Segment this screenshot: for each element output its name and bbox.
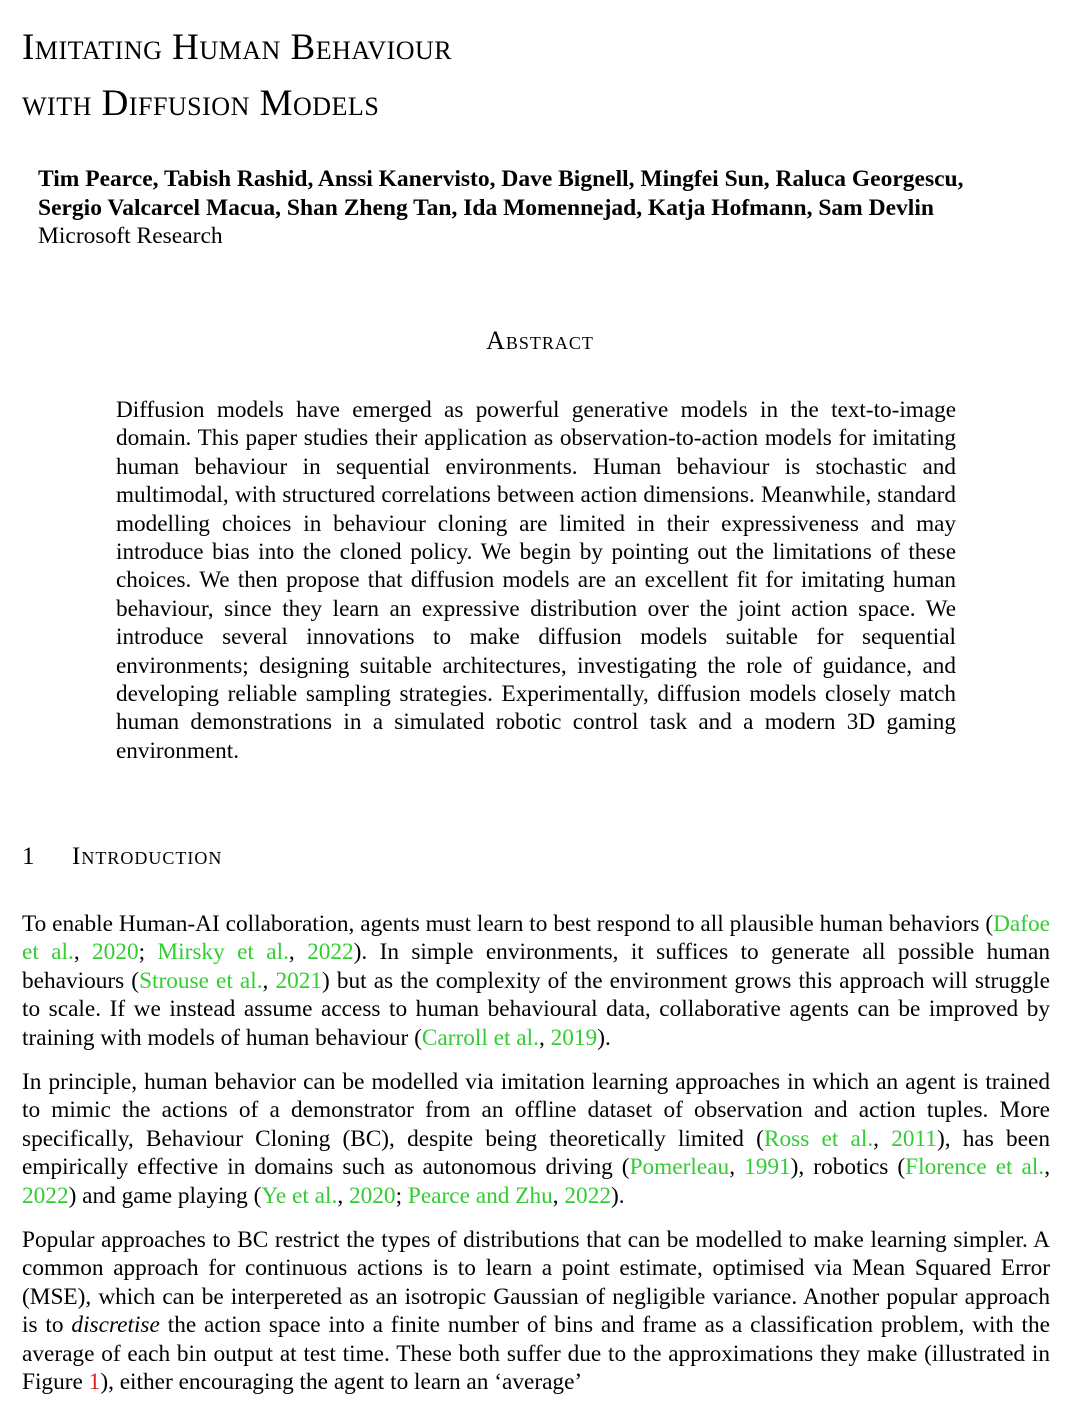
text-run: , — [73, 939, 92, 966]
text-run: ; — [395, 1182, 408, 1209]
text-run: , — [538, 1024, 551, 1051]
intro-paragraph-3 — [22, 1226, 1050, 1396]
text-run: , — [1044, 1154, 1051, 1181]
citation-link[interactable]: 2020 — [92, 939, 139, 966]
text-run: ). — [597, 1024, 611, 1051]
citation-link[interactable]: 2021 — [275, 967, 323, 994]
citation-link[interactable]: 2019 — [550, 1024, 598, 1051]
citation-link[interactable]: Carroll et al. — [421, 1024, 539, 1051]
authors-line-2: Sergio Valcarcel Macua, Shan Zheng Tan, Ida Momennejad, Katja Hofmann, Sam Devlin — [38, 194, 934, 221]
citation-link[interactable]: 2020 — [348, 1182, 396, 1209]
citation-link[interactable]: Florence et al. — [905, 1154, 1045, 1181]
text-run: ), robotics ( — [790, 1154, 906, 1181]
text-run: , — [262, 967, 276, 994]
title-line-1: Imitating Human Behaviour — [22, 27, 453, 68]
text-run: , — [552, 1182, 565, 1209]
authors-line-1: Tim Pearce, Tabish Rashid, Anssi Kanervisto, Dave Bignell, Mingfei Sun, Raluca Georgescu, — [38, 166, 964, 192]
author-list — [38, 165, 1068, 222]
text-run: In principle, human behavior can be modelled via imitation learning approaches in which an agent is trained to mimic the actions of a demonstrator from an offline dataset of observation and action tuples. More specifically, Behaviour Cloning (BC), despite being theoretically limited ( — [22, 1069, 1050, 1152]
citation-link[interactable]: 1991 — [744, 1154, 791, 1181]
citation-link[interactable]: 2011 — [891, 1125, 937, 1152]
text-run: ) and game playing ( — [68, 1182, 262, 1209]
text-run: ), has been empirically effective in domains such as autonomous driving ( — [22, 1125, 1050, 1181]
citation-link[interactable]: 2022 — [22, 1182, 69, 1209]
text-run: ) but as the complexity of the environment grows this approach will struggle to scale. If we instead assume access to human behavioural data, collaborative agents can be improved by training with models of human behaviour ( — [22, 967, 1050, 1051]
citation-link[interactable]: Pearce and Zhu — [407, 1182, 553, 1209]
text-run: , — [873, 1125, 892, 1152]
abstract-heading: Abstract — [486, 326, 594, 355]
citation-link[interactable]: Ross et al. — [763, 1125, 874, 1152]
citation-link[interactable]: Dafoe et al. — [22, 911, 1050, 966]
paper-title — [22, 20, 1022, 132]
intro-paragraph-2 — [22, 1068, 1050, 1210]
text-run: To enable Human-AI collaboration, agents must learn to best respond to all plausible human behaviors ( — [22, 911, 994, 937]
figure-reference-link[interactable]: 1 — [88, 1369, 101, 1396]
intro-paragraph-1 — [22, 910, 1050, 1052]
title-line-2: with Diffusion Models — [22, 83, 380, 124]
citation-link[interactable]: Strouse et al. — [139, 967, 263, 994]
citation-link[interactable]: Pomerleau — [629, 1154, 730, 1181]
citation-link[interactable]: Ye et al. — [261, 1182, 338, 1209]
affiliation: Microsoft Research — [38, 223, 223, 249]
section-number: 1 — [22, 843, 36, 870]
emphasis-text: discretise — [71, 1312, 160, 1339]
text-run: the action space into a finite number of bins and frame as a classification problem, with the average of each bin output at test time. These both suffer due to the approximations they make (illustrated in Figure — [22, 1312, 1050, 1396]
text-run: ). In simple environments, it suffices to generate all possible human behaviours ( — [22, 939, 1050, 994]
text-run: ). — [611, 1182, 625, 1209]
section-title: Introduction — [72, 843, 223, 870]
text-run: Popular approaches to BC restrict the types of distributions that can be modelled to make learning simpler. A common approach for continuous actions is to learn a point estimate, optimised via Mean Squared Error (MSE), which can be interpereted as an isotropic Gaussian of negligible variance. Another popular approach is to — [22, 1227, 1050, 1339]
text-run: , — [729, 1154, 745, 1181]
text-run: , — [288, 939, 308, 966]
citation-link[interactable]: 2022 — [307, 939, 354, 966]
citation-link[interactable]: Mirsky et al. — [157, 939, 289, 966]
abstract-text: Diffusion models have emerged as powerful generative models in the text-to-image domain. This paper studies their application as observation-to-action models for imitating human behaviour in sequential environments. Human behaviour is stochastic and multimodal, with structured correlations between action dimensions. Meanwhile, standard modelling choices in behaviour cloning are limited in their expressiveness and may introduce bias into the cloned policy. We begin by pointing out the limitations of these choices. We then propose that diffusion models are an excellent fit for imitating human behaviour, since they learn an expressive distribution over the joint action space. We introduce several innovations to make diffusion models suitable for sequential environments; designing suitable architectures, investigating the role of guidance, and developing reliable sampling strategies. Experimentally, diffusion models closely match human demonstrations in a simulated robotic control task and a modern 3D gaming environment. — [116, 397, 956, 764]
text-run: ), either encouraging the agent to learn an ‘average’ — [100, 1369, 583, 1396]
text-run: , — [337, 1182, 349, 1209]
section-heading-introduction — [22, 843, 222, 871]
citation-link[interactable]: 2022 — [564, 1182, 611, 1209]
text-run: ; — [138, 939, 158, 966]
